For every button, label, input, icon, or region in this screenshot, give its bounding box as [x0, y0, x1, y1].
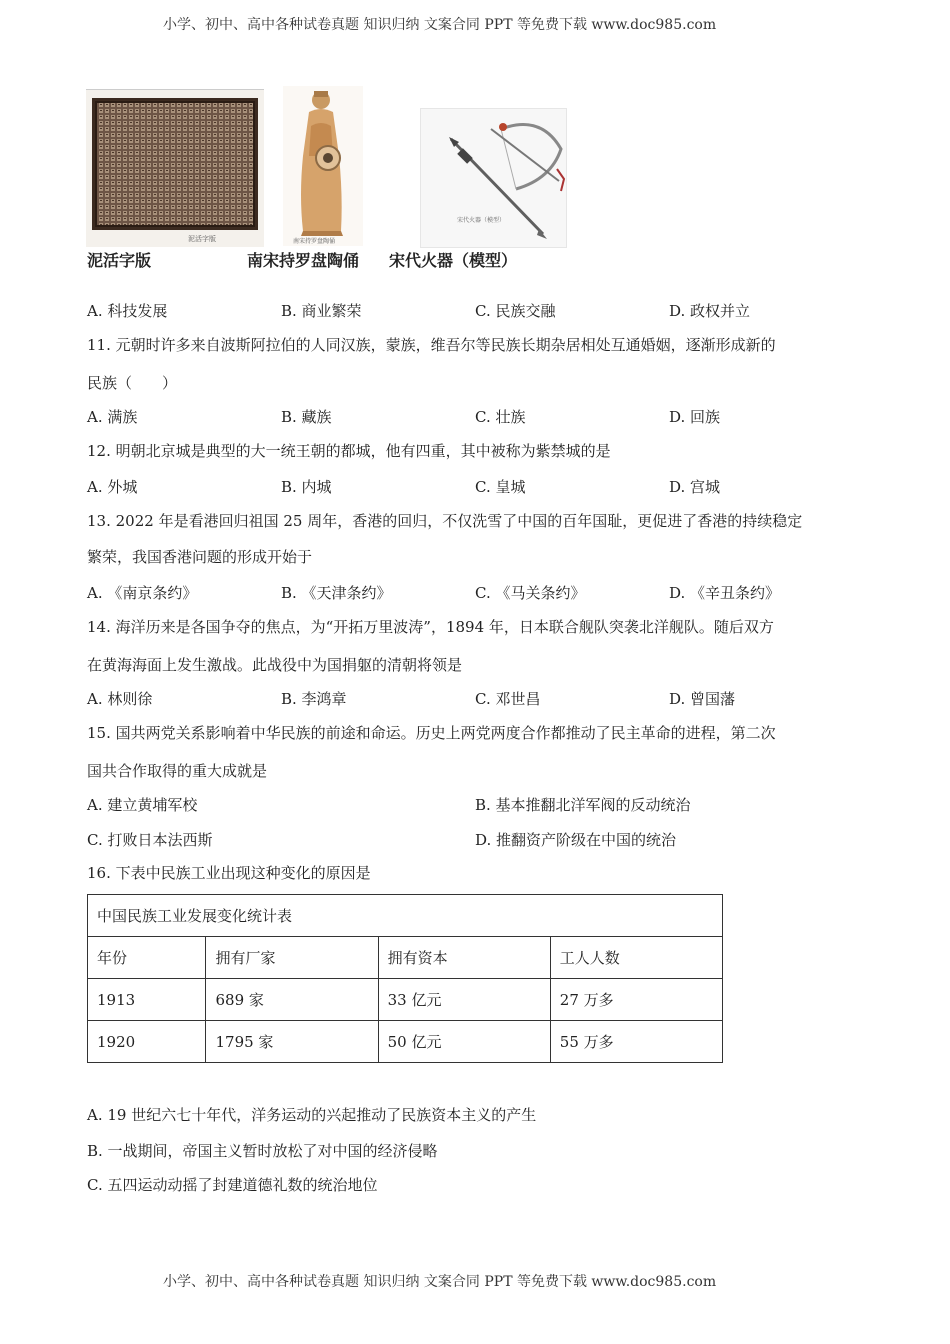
- question-11-text-cont: 民族（ ）: [87, 374, 178, 392]
- option-b: B. 藏族: [281, 408, 332, 426]
- table-caption: 中国民族工业发展变化统计表: [88, 895, 723, 937]
- page-header: 小学、初中、高中各种试卷真题 知识归纳 文案合同 PPT 等免费下载 www.doc985.com: [163, 17, 717, 33]
- option-a: A. 建立黄埔军校: [87, 796, 198, 814]
- option-b: B. 内城: [281, 478, 332, 496]
- firearm-model-image: [420, 108, 567, 248]
- table-cell: 33 亿元: [378, 979, 550, 1021]
- image-inner-label: 宋代火器（模型）: [457, 217, 506, 224]
- option-b: B. 《天津条约》: [281, 584, 392, 602]
- option-c: C. 《马关条约》: [475, 584, 586, 602]
- page-footer: 小学、初中、高中各种试卷真题 知识归纳 文案合同 PPT 等免费下载 www.doc985.com: [163, 1274, 717, 1290]
- option-d: D. 政权并立: [669, 302, 751, 320]
- table-header-cell: 拥有厂家: [206, 937, 378, 979]
- clay-type-plate-image: [86, 89, 264, 247]
- table-cell: 50 亿元: [378, 1021, 550, 1063]
- image-caption-2: 南宋持罗盘陶俑: [247, 251, 360, 270]
- option-b: B. 基本推翻北洋军阀的反动统治: [475, 796, 691, 814]
- option-a: A. 科技发展: [87, 302, 168, 320]
- option-a: A. 19 世纪六七十年代，洋务运动的兴起推动了民族资本主义的产生: [87, 1106, 537, 1124]
- option-b: B. 一战期间，帝国主义暂时放松了对中国的经济侵略: [87, 1142, 438, 1160]
- question-14-text: 14. 海洋历来是各国争夺的焦点，为“开拓万里波涛”，1894 年，日本联合舰队突袭北洋舰队。随后双方: [87, 618, 774, 636]
- option-c: C. 邓世昌: [475, 690, 541, 708]
- table-cell: 1920: [88, 1021, 206, 1063]
- compass-figurine-image: [283, 86, 363, 246]
- option-d: D. 宫城: [669, 478, 721, 496]
- option-d: D. 回族: [669, 408, 721, 426]
- option-c: C. 壮族: [475, 408, 526, 426]
- question-13-text-cont: 繁荣，我国香港问题的形成开始于: [87, 548, 313, 566]
- option-b: B. 商业繁荣: [281, 302, 362, 320]
- option-d: D. 曾国藩: [669, 690, 736, 708]
- image-caption-1: 泥活字版: [87, 251, 152, 270]
- table-cell: 1795 家: [206, 1021, 378, 1063]
- industry-stats-table: [87, 894, 723, 1063]
- question-11-text: 11. 元朝时许多来自波斯阿拉伯的人同汉族，蒙族，维吾尔等民族长期杂居相处互通婚姻，逐渐形成新的: [87, 336, 776, 354]
- table-cell: 55 万多: [550, 1021, 722, 1063]
- table-header-cell: 年份: [88, 937, 206, 979]
- option-c: C. 五四运动动摇了封建道德礼数的统治地位: [87, 1176, 378, 1194]
- image-caption-3: 宋代火器（模型）: [389, 251, 518, 270]
- option-b: B. 李鸿章: [281, 690, 347, 708]
- table-header-row: [88, 937, 723, 979]
- question-12-text: 12. 明朝北京城是典型的大一统王朝的都城，他有四重，其中被称为紫禁城的是: [87, 442, 611, 460]
- table-row: [88, 1021, 723, 1063]
- option-c: C. 民族交融: [475, 302, 556, 320]
- option-a: A. 满族: [87, 408, 138, 426]
- option-a: A. 《南京条约》: [87, 584, 198, 602]
- image-inner-label: 泥活字版: [188, 235, 216, 243]
- table-cell: 27 万多: [550, 979, 722, 1021]
- table-cell: 689 家: [206, 979, 378, 1021]
- table-cell: 1913: [88, 979, 206, 1021]
- question-15-text-cont: 国共合作取得的重大成就是: [87, 762, 268, 780]
- image-inner-label: 南宋持罗盘陶俑: [293, 238, 336, 245]
- question-14-text-cont: 在黄海海面上发生激战。此战役中为国捐躯的清朝将领是: [87, 656, 463, 674]
- table-header-cell: 工人人数: [550, 937, 722, 979]
- option-d: D. 《辛丑条约》: [669, 584, 781, 602]
- option-a: A. 外城: [87, 478, 138, 496]
- table-row: [88, 979, 723, 1021]
- question-13-text: 13. 2022 年是看港回归祖国 25 周年，香港的回归，不仅洗雪了中国的百年国耻，更促进了香港的持续稳定: [87, 512, 803, 530]
- question-15-text: 15. 国共两党关系影响着中华民族的前途和命运。历史上两党两度合作都推动了民主革命的进程，第二次: [87, 724, 776, 742]
- option-c: C. 皇城: [475, 478, 526, 496]
- option-a: A. 林则徐: [87, 690, 153, 708]
- table-caption-row: [88, 895, 723, 937]
- option-d: D. 推翻资产阶级在中国的统治: [475, 831, 677, 849]
- question-16-text: 16. 下表中民族工业出现这种变化的原因是: [87, 864, 371, 882]
- table-header-cell: 拥有资本: [378, 937, 550, 979]
- option-c: C. 打败日本法西斯: [87, 831, 213, 849]
